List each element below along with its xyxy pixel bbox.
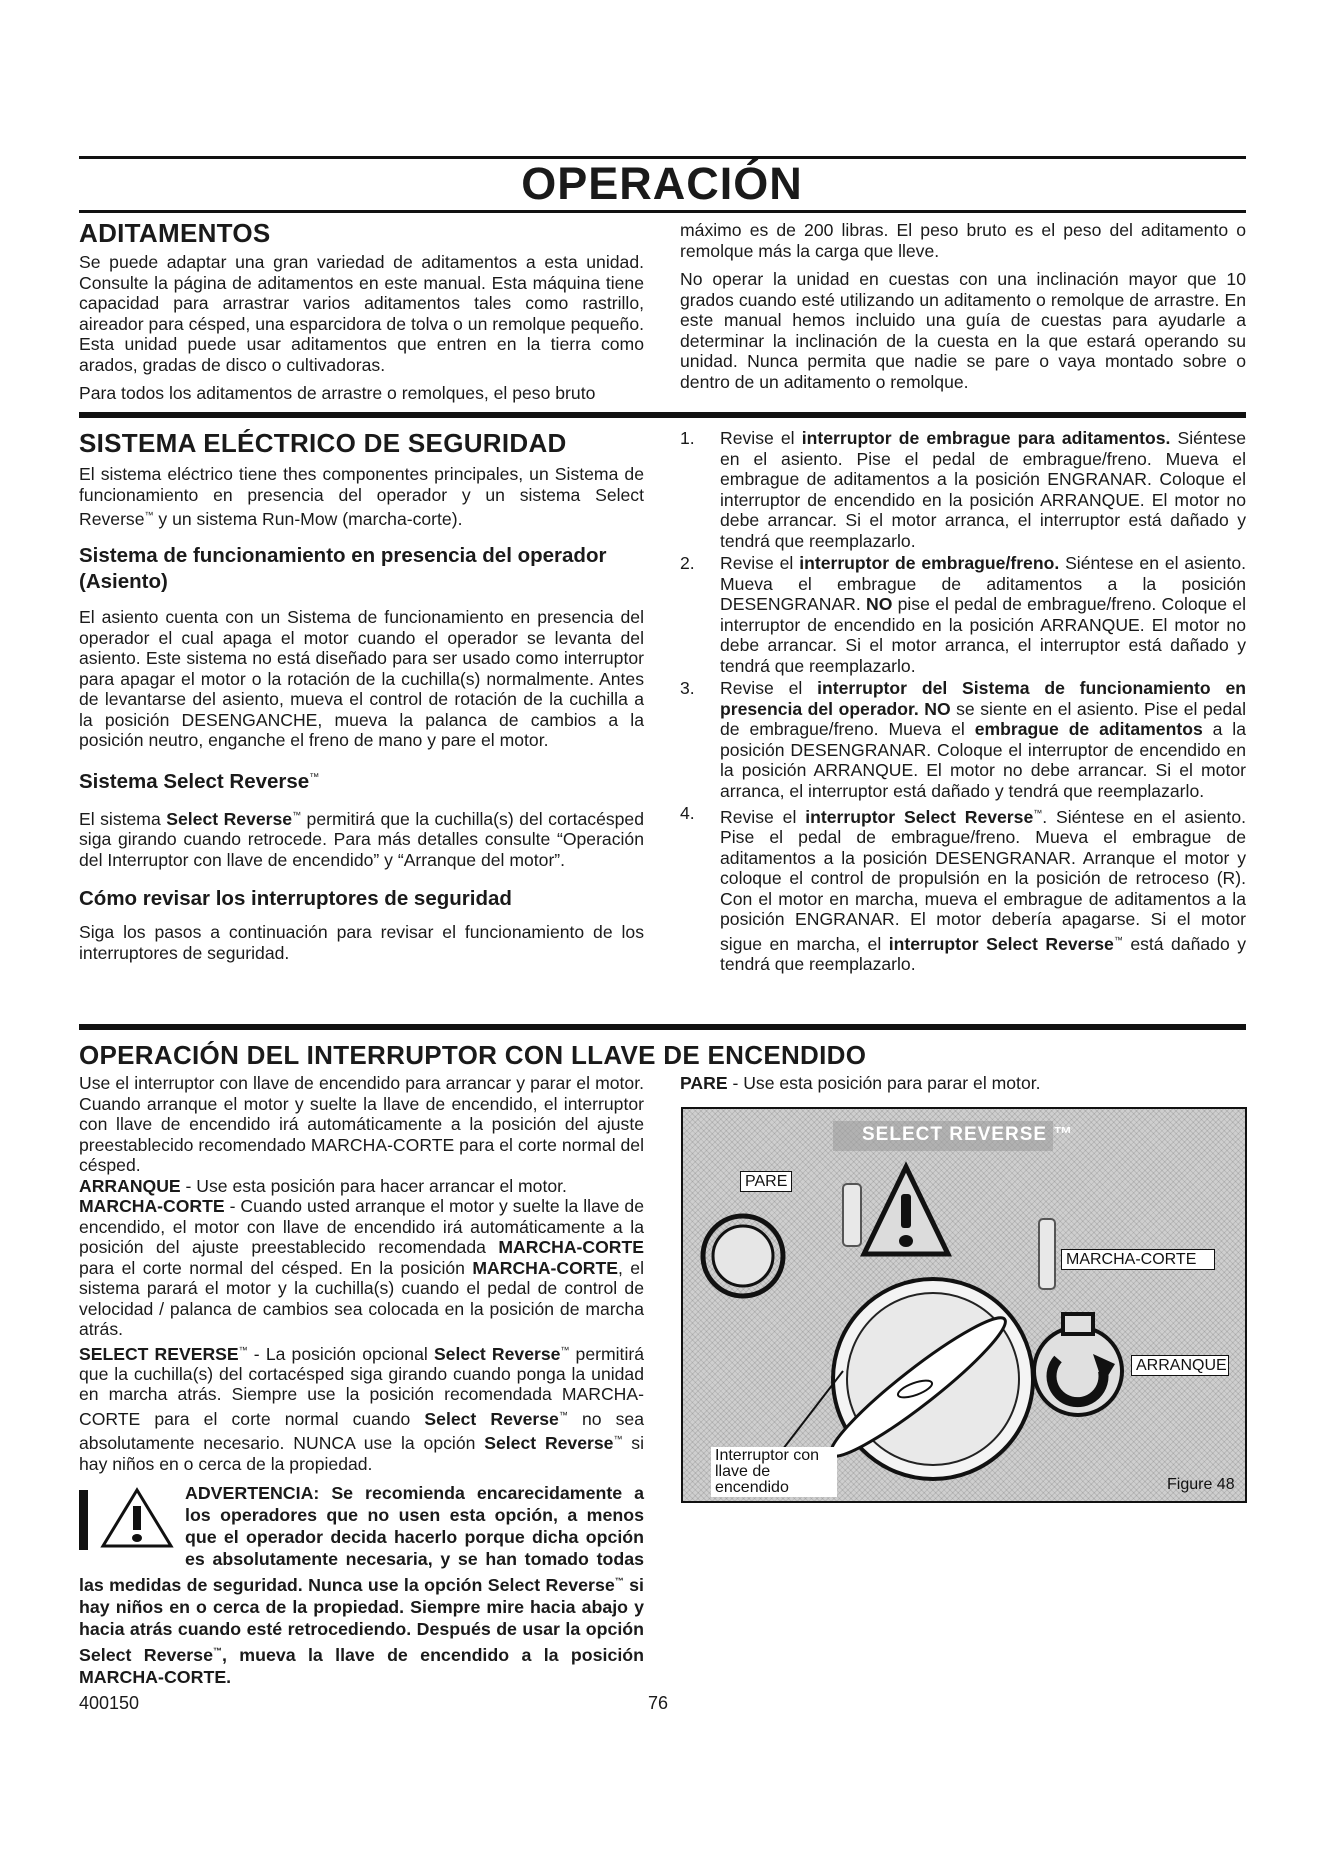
- tm-mark: ™: [238, 1344, 248, 1355]
- step-text: se siente en el asiento. Pise el pedal de embrague/freno. Mueva el: [720, 698, 1246, 739]
- mc-key: MARCHA-CORTE: [79, 1196, 225, 1216]
- sr-key: SELECT REVERSE: [79, 1343, 239, 1364]
- warning-text-c: , mueva la llave de encendido a la posición MARCHA-CORTE.: [79, 1644, 644, 1687]
- llave-heading: OPERACIÓN DEL INTERRUPTOR CON LLAVE DE ENCENDIDO: [79, 1040, 867, 1070]
- aditamentos-left: [79, 218, 644, 412]
- step-text: está dañado y tendrá que reemplazarlo.: [720, 933, 1246, 975]
- sr-text: permitirá que la cuchilla(s) del cortacésped siga girando cuando ponga la unidad en marcha atrás. Siempre use la posición recomendada MARCHA-CORTE para el corte normal cuando: [79, 1343, 644, 1429]
- figure-drawing: [683, 1109, 1245, 1501]
- sub2-text-c: permitirá que la cuchilla(s) del cortacésped siga girando cuando retrocede. Para más detalles consulte “Operación del Interruptor con llave de encendido” y “Arranque del motor”.: [79, 808, 645, 870]
- tm-mark: ™: [560, 1344, 570, 1355]
- sistema-intro: [79, 464, 644, 529]
- page-title: OPERACIÓN: [521, 158, 803, 209]
- warning-icon: [79, 1484, 179, 1552]
- sistema-intro-a: El sistema eléctrico tiene thes componentes principales, un Sistema de funcionamiento en presencia del operador y un sistema Select Reverse: [79, 464, 644, 529]
- aditamentos-p2: Para todos los aditamentos de arrastre o remolques, el peso bruto: [79, 383, 596, 403]
- page-number: 76: [648, 1693, 669, 1713]
- tm-mark: ™: [292, 809, 302, 820]
- sr-key: Select Reverse: [484, 1433, 614, 1454]
- step-text: Revise el: [720, 553, 800, 573]
- sub1-text: El asiento cuenta con un Sistema de funcionamiento en presencia del operador el cual apaga el motor cuando el operador se levanta del asiento. Este sistema no está diseñado para ser usado como interruptor para apagar el motor o la rotación de la cuchilla(s) normalmente. Antes de levantarse del asiento, mueva el control de rotación de la cuchilla a la posición DESENGANCHE, mueva la palanca de cambios a la posición neutro, enganche el freno de mano y pare el motor.: [79, 607, 644, 751]
- tm-mark: ™: [1113, 934, 1123, 945]
- step-bold: interruptor Select Reverse: [888, 933, 1114, 954]
- sub2-heading: [79, 765, 644, 795]
- step-bold: interruptor de embrague/freno.: [799, 553, 1060, 573]
- step-text: pise el pedal de embrague/freno. Coloque el interruptor de encendido en la posición ARRANQUE. El motor no debe arrancar. Si el motor arranca, el interruptor está dañado y tendrá que reemplazarlo.: [720, 594, 1246, 676]
- step-bold: NO: [866, 594, 893, 614]
- step-number: 2.: [680, 553, 695, 573]
- label-arranque: ARRANQUE: [1131, 1355, 1229, 1376]
- figure-banner: SELECT REVERSE ™: [862, 1124, 1074, 1145]
- step-text: Revise el: [720, 806, 806, 827]
- step-bold: interruptor del Sistema de funcionamiento en presencia del operador. NO: [720, 678, 1246, 719]
- tm-mark: ™: [558, 1409, 568, 1420]
- tm-mark: ™: [1033, 808, 1043, 818]
- ignition-figure: [681, 1107, 1247, 1503]
- sub2-heading-text: Sistema Select Reverse: [79, 769, 310, 793]
- mc-key: MARCHA-CORTE: [498, 1237, 644, 1257]
- label-pare: PARE: [740, 1171, 792, 1192]
- tm-mark: ™: [613, 1434, 623, 1445]
- sistema-intro-b: y un sistema Run-Mow (marcha-corte).: [153, 508, 463, 529]
- step-text: a la posición DESENGRANAR. Coloque el interruptor de encendido en la posición ARRANQUE. El motor no debe arrancar. Si el motor arranca, el interruptor está dañado y tendrá que reemplazarlo.: [720, 719, 1246, 801]
- label-marcha-corte: MARCHA-CORTE: [1061, 1249, 1215, 1270]
- section-rule-1: [79, 412, 1246, 418]
- step-bold: embrague de aditamentos: [974, 719, 1203, 739]
- tm-mark: ™: [212, 1646, 222, 1656]
- step-text: . Siéntese en el asiento. Pise el pedal de embrague/freno. Mueva el embrague de aditamentos a la posición DESENGRANAR. Arranque el motor y coloque el control de propulsión en la posición de retroceso (R). Con el motor en marcha, mueva el embrague de aditamentos a la posición ENGRANAR. El motor debería apagarse. Si el motor sigue en marcha, el: [720, 806, 1246, 954]
- step-text: Siéntese en el asiento. Mueva el embrague de aditamentos a la posición DESENGRANAR.: [720, 553, 1247, 614]
- step-number: 4.: [680, 803, 695, 823]
- step-2: [680, 553, 1246, 676]
- llave-right: [680, 1073, 1246, 1102]
- step-4: [680, 803, 1246, 975]
- section-rule-2: [79, 1024, 1246, 1030]
- llave-select-reverse: [79, 1340, 644, 1475]
- tm-mark: ™: [614, 1576, 624, 1587]
- step-number: 1.: [680, 428, 695, 448]
- step-text: Siéntese en el asiento. Pise el pedal de embrague/freno. Mueva el embrague de aditamentos a la posición ENGRANAR. Coloque el interruptor de encendido en la posición ARRANQUE. El motor no debe arrancar. Si el motor arranca, el interruptor está dañado y tendrá que reemplazarlo.: [720, 428, 1247, 551]
- aditamentos-heading: ADITAMENTOS: [79, 218, 271, 248]
- tm-mark: ™: [309, 771, 320, 783]
- step-text: Revise el: [720, 428, 802, 448]
- step-number: 3.: [680, 678, 695, 698]
- aditamentos-p3: máximo es de 200 libras. El peso bruto es el peso del aditamento o remolque más la carga que lleve.: [680, 220, 1246, 261]
- mc-text: - Cuando usted arranque el motor y suelte la llave de encendido, el motor con llave de encendido irá automáticamente a la posición del ajuste preestablecido recomendada: [79, 1196, 644, 1257]
- llave-p1: Use el interruptor con llave de encendido para arrancar y parar el motor. Cuando arranque el motor y suelte la llave de encendido, el interruptor con llave de encendido irá automáticamente a la posición del ajuste preestablecido recomendado MARCHA-CORTE para el corte normal del césped.: [79, 1073, 644, 1175]
- sistema-heading: SISTEMA ELÉCTRICO DE SEGURIDAD: [79, 428, 567, 458]
- step-text: Revise el: [720, 678, 818, 698]
- step-3: [680, 678, 1246, 801]
- aditamentos-right: [680, 220, 1246, 400]
- aditamentos-p1: Se puede adaptar una gran variedad de aditamentos a esta unidad. Consulte la página de aditamentos en este manual. Esta máquina tiene capacidad para arrastrar varios aditamentos tales como rastrillo, aireador para césped, una esparcidora de tolva o un remolque pequeño. Esta unidad puede usar aditamentos que entren en la tierra como arados, gradas de disco o cultivadoras.: [79, 252, 644, 375]
- sub2-text-a: El sistema: [79, 808, 167, 829]
- step-bold: interruptor de embrague para aditamentos.: [801, 428, 1171, 448]
- label-key-switch: Interruptor con llave de encendido: [711, 1447, 837, 1497]
- sr-key: Select Reverse: [433, 1343, 561, 1364]
- llave-marcha-corte: [79, 1196, 644, 1340]
- warning-block: [79, 1482, 644, 1688]
- pare-key: PARE: [680, 1073, 728, 1093]
- llave-left: [79, 1073, 644, 1688]
- mc-text: para el corte normal del césped. En la posición: [79, 1257, 473, 1278]
- sr-text: no sea absolutamente necesario. NUNCA use la opción: [79, 1408, 644, 1454]
- sr-text: - La posición opcional: [247, 1343, 434, 1364]
- steps-right: [680, 428, 1246, 977]
- mc-text: , el sistema parará el motor y la cuchilla(s) cuando el pedal de control de velocidad / palanca de cambios sea colocada en la posición de marcha atrás.: [79, 1257, 644, 1339]
- title-underline: [79, 210, 1246, 213]
- tm-mark: ™: [144, 510, 154, 520]
- sub3-text: Siga los pasos a continuación para revisar el funcionamiento de los interruptores de seguridad.: [79, 922, 644, 963]
- sr-text: si hay niños en o cerca de la propiedad.: [79, 1433, 645, 1474]
- warning-text-a: ADVERTENCIA: Se recomienda encarecidamente a los operadores que no usen esta opción, a menos que el operador decida hacerlo porque dicha opción es absolutamente necesaria, y se han tomado todas las medidas de seguridad. Nunca use la opción Select Reverse: [79, 1483, 644, 1595]
- sistema-left: [79, 428, 644, 971]
- arranque-key: ARRANQUE: [79, 1175, 181, 1196]
- page-code: 400150: [79, 1693, 140, 1713]
- sub1-heading: Sistema de funcionamiento en presencia del operador (Asiento): [79, 544, 607, 594]
- sub3-heading: Cómo revisar los interruptores de seguridad: [79, 887, 512, 911]
- sr-key: Select Reverse: [424, 1408, 559, 1429]
- figure-caption: Figure 48: [1167, 1476, 1235, 1493]
- sub2-text-b: Select Reverse: [166, 808, 293, 829]
- pare-text: - Use esta posición para parar el motor.: [727, 1073, 1041, 1093]
- arranque-text: - Use esta posición para hacer arrancar el motor.: [180, 1175, 567, 1196]
- pare-line: [680, 1073, 1246, 1094]
- mc-key: MARCHA-CORTE: [472, 1257, 618, 1278]
- llave-arranque: [79, 1176, 644, 1197]
- step-1: [680, 428, 1246, 551]
- sub2-text: [79, 805, 644, 870]
- warning-text-b: si hay niños en o cerca de la propiedad. Siempre mire hacia abajo y hacia atrás cuando esté retrocediendo. Después de usar la opción Select Reverse: [79, 1575, 644, 1665]
- step-bold: interruptor Select Reverse: [805, 806, 1034, 827]
- steps-list: [680, 428, 1246, 975]
- aditamentos-p4: No operar la unidad en cuestas con una inclinación mayor que 10 grados cuando esté utilizando un aditamento o remolque de arrastre. En este manual hemos incluido una guía de cuestas para ayudarle a determinar la inclinación de la cuesta en la que estará operando su unidad. Nunca permita que nadie se pare o vaya montado sobre o dentro de un aditamento o remolque.: [680, 269, 1246, 392]
